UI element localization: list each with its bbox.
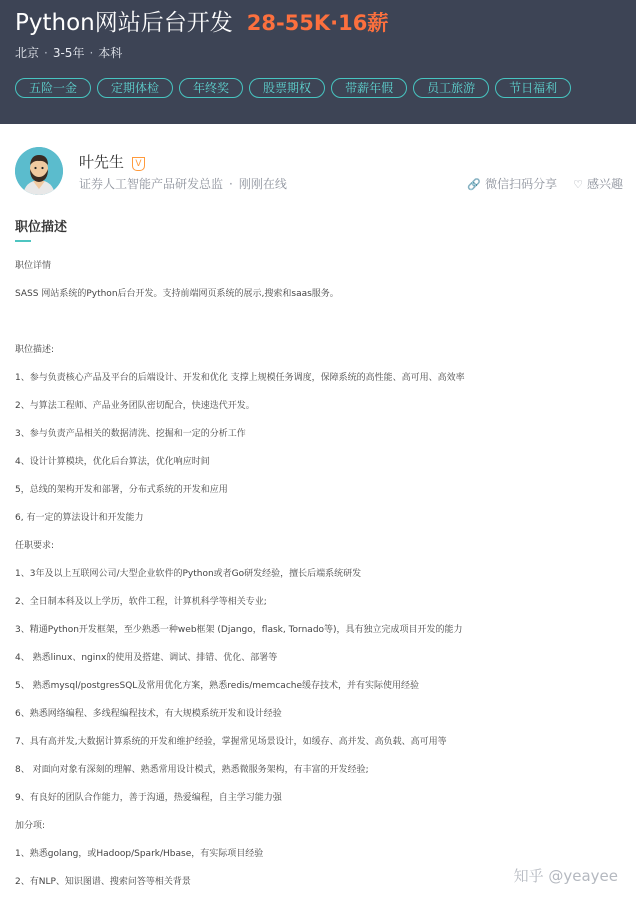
job-experience: 3-5年 [52, 46, 85, 60]
section-title: 职位描述 [15, 220, 68, 235]
description-line: 任职要求: [15, 541, 55, 551]
description-line: SASS 网站系统的Python后台开发。支持前端网页系统的展示,搜索和saas服务。 [15, 289, 339, 299]
interest-button[interactable] [573, 177, 623, 191]
salary: 28-55K·16薪 [246, 11, 389, 35]
avatar-illustration-icon [15, 147, 63, 195]
recruiter-title: 证券人工智能产品研发总监 [79, 177, 224, 191]
benefit-tag: 股票期权 [249, 78, 325, 98]
description-line: 职位描述: [15, 345, 55, 355]
description-line: 2、全日制本科及以上学历，软件工程，计算机科学等相关专业; [15, 597, 267, 607]
description-blank-line [15, 312, 625, 340]
description-line: 1、3年及以上互联网公司/大型企业软件的Python或者Go研发经验，擅长后端系统研发 [15, 569, 362, 579]
benefit-tag: 定期体检 [97, 78, 173, 98]
description-line: 2、与算法工程师、产品业务团队密切配合，快速迭代开发。 [15, 401, 255, 411]
description-line: 3、精通Python开发框架，至少熟悉一种web框架 (Django，flask, Tornado等)，具有独立完成项目开发的能力 [15, 625, 463, 635]
recruiter-info: 证券人工智能产品研发总监 · 刚刚在线 [79, 177, 287, 191]
benefit-tag: 年终奖 [179, 78, 243, 98]
heart-icon: ♡ [573, 178, 583, 191]
benefit-tags [15, 77, 577, 98]
recruiter-name: 叶先生 [79, 153, 125, 171]
action-bar [467, 175, 623, 192]
title-row [15, 4, 388, 40]
link-icon: 🔗 [467, 178, 482, 191]
description-line: 职位详情 [15, 261, 52, 271]
avatar[interactable] [15, 147, 63, 195]
description-line: 4、设计计算模块，优化后台算法，优化响应时间 [15, 457, 210, 467]
description-line: 7、具有高并发,大数据计算系统的开发和维护经验，掌握常见场景设计，如缓存、高并发、高负载、高可用等 [15, 737, 447, 747]
description-line: 9、有良好的团队合作能力，善于沟通，热爱编程，自主学习能力强 [15, 793, 282, 803]
description-line: 6、熟悉网络编程、多线程编程技术，有大规模系统开发和设计经验 [15, 709, 282, 719]
benefit-tag: 员工旅游 [413, 78, 489, 98]
job-city: 北京 [15, 46, 40, 60]
job-meta: 北京 · 3-5年 · 本科 [15, 46, 123, 60]
section-underline [15, 240, 31, 242]
description-line: 5、 熟悉mysql/postgresSQL及常用优化方案，熟悉redis/memcache缓存技术，并有实际使用经验 [15, 681, 420, 691]
benefit-tag: 节日福利 [495, 78, 571, 98]
description-line: 加分项: [15, 821, 46, 831]
share-label: 微信扫码分享 [485, 177, 558, 191]
job-education: 本科 [98, 46, 123, 60]
interest-label: 感兴趣 [586, 177, 623, 191]
verified-badge-icon: V [132, 157, 145, 171]
description-line: 2、有NLP、知识图谱、搜索问答等相关背景 [15, 877, 191, 887]
description-line: 4、 熟悉linux、nginx的使用及搭建、调试、排错、优化、部署等 [15, 653, 278, 663]
recruiter-card [15, 147, 621, 197]
recruiter-name-row [79, 151, 145, 172]
benefit-tag: 五险一金 [15, 78, 91, 98]
watermark: 知乎 @yeayee [513, 867, 618, 885]
share-button[interactable] [467, 177, 557, 191]
job-header [0, 0, 636, 124]
recruiter-status: 刚刚在线 [238, 177, 287, 191]
description-line: 1、参与负责核心产品及平台的后端设计、开发和优化 支撑上规模任务调度，保障系统的高性能、高可用、高效率 [15, 373, 465, 383]
description-line: 6, 有一定的算法设计和开发能力 [15, 513, 144, 523]
description-line: 5，总线的架构开发和部署，分布式系统的开发和应用 [15, 485, 228, 495]
description-line: 1、熟悉golang，或Hadoop/Spark/Hbase，有实际项目经验 [15, 849, 264, 859]
benefit-tag: 带薪年假 [331, 78, 407, 98]
job-description [15, 256, 625, 900]
job-title: Python网站后台开发 [15, 10, 233, 36]
description-line: 8、 对面向对象有深刻的理解、熟悉常用设计模式，熟悉微服务架构，有丰富的开发经验; [15, 765, 369, 775]
description-line: 3、参与负责产品相关的数据清洗、挖掘和一定的分析工作 [15, 429, 246, 439]
